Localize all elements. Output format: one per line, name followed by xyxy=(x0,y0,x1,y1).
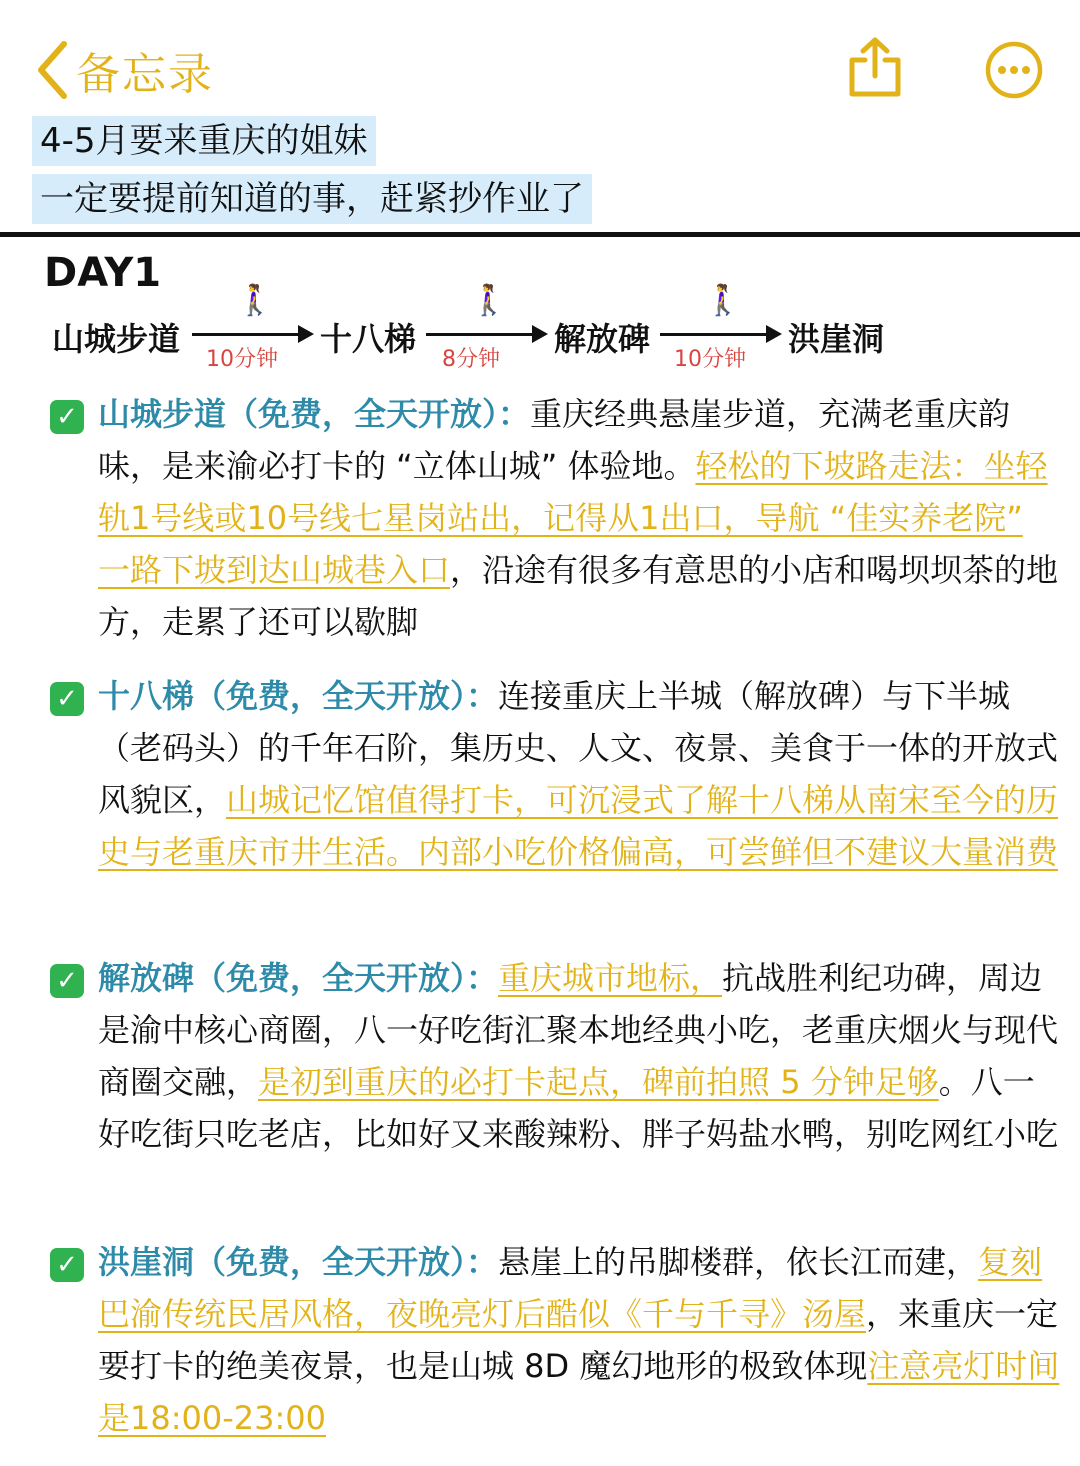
highlight-text: 是初到重庆的必打卡起点，碑前拍照 5 分钟足够 xyxy=(258,1063,939,1101)
walking-person-icon: 🚶‍♀️ xyxy=(704,283,742,318)
section-jiefangbei xyxy=(50,952,1060,1160)
section-text xyxy=(98,670,1060,878)
section-title: 洪崖洞（免费，全天开放）： xyxy=(98,1243,499,1281)
walking-person-icon: 🚶‍♀️ xyxy=(236,283,274,318)
route-stop: 洪崖洞 xyxy=(788,320,885,358)
section-shibati xyxy=(50,670,1060,878)
section-body: ，沿途有很多有意思的小店和喝坝坝茶的地方，走累了还可以歇脚 xyxy=(98,551,1059,641)
route-time: 8分钟 xyxy=(442,347,500,372)
route-arrow xyxy=(192,333,310,336)
route-stop: 解放碑 xyxy=(554,320,651,358)
highlight-text: 山城记忆馆值得打卡，可沉浸式了解十八梯从南宋至今的历史与老重庆市井生活。内部小吃价格偏高，可尝鲜但不建议大量消费 xyxy=(98,781,1059,871)
section-body: 。八一好吃街只吃老店，比如好又来酸辣粉、胖子妈盐水鸭，别吃网红小吃 xyxy=(98,1063,1059,1153)
divider xyxy=(0,232,1080,237)
walking-person-icon: 🚶‍♀️ xyxy=(470,283,508,318)
highlight-text: 重庆城市地标， xyxy=(498,959,723,997)
section-text xyxy=(98,1236,1060,1444)
section-title: 十八梯（免费，全天开放）： xyxy=(98,677,499,715)
section-hongyadong xyxy=(50,1236,1060,1444)
route-stop: 十八梯 xyxy=(320,320,417,358)
chevron-left-icon xyxy=(36,40,68,100)
nav-bar xyxy=(0,0,1080,110)
checkmark-icon: ✓ xyxy=(50,682,84,716)
highlight-text: 复刻巴渝传统民居风格，夜晚亮灯后酷似《千与千寻》汤屋 xyxy=(98,1243,1043,1333)
section-text xyxy=(98,952,1060,1160)
section-body: 重庆经典悬崖步道，充满老重庆韵味，是来渝必打卡的 “立体山城” 体验地。 xyxy=(98,395,1011,485)
checkmark-icon: ✓ xyxy=(50,964,84,998)
route-arrow xyxy=(660,333,778,336)
day-label: DAY1 xyxy=(44,250,162,296)
header-line-2: 一定要提前知道的事，赶紧抄作业了 xyxy=(32,174,592,224)
highlight-text: 注意亮灯时间是18:00-23:00 xyxy=(98,1347,1060,1437)
share-icon[interactable] xyxy=(846,36,904,100)
checkmark-icon: ✓ xyxy=(50,1248,84,1282)
route-stop: 山城步道 xyxy=(52,320,181,358)
more-icon[interactable] xyxy=(984,40,1044,100)
section-body: 连接重庆上半城（解放碑）与下半城（老码头）的千年石阶，集历史、人文、夜景、美食于一体的开放式风貌区， xyxy=(98,677,1059,819)
route-arrow xyxy=(426,333,544,336)
section-body: ，来重庆一定要打卡的绝美夜景，也是山城 8D 魔幻地形的极致体现 xyxy=(98,1295,1059,1385)
section-text xyxy=(98,388,1060,648)
route-time: 10分钟 xyxy=(674,347,746,372)
highlight-text: 轻松的下坡路走法：坐轻轨1号线或10号线七星岗站出，记得从1出口，导航 “佳实养老院” 一路下坡到达山城巷入口 xyxy=(98,447,1048,589)
route-time: 10分钟 xyxy=(206,347,278,372)
section-body: 抗战胜利纪功碑，周边是渝中核心商圈，八一好吃街汇聚本地经典小吃，老重庆烟火与现代商圈交融， xyxy=(98,959,1059,1101)
back-label: 备忘录 xyxy=(76,49,214,100)
route-diagram xyxy=(0,284,1080,374)
header-line-1: 4-5月要来重庆的姐妹 xyxy=(32,116,376,166)
checkmark-icon: ✓ xyxy=(50,400,84,434)
section-body: 悬崖上的吊脚楼群，依长江而建， xyxy=(498,1243,979,1281)
back-button[interactable] xyxy=(36,38,214,102)
section-shancheng-trail xyxy=(50,388,1060,648)
section-title: 解放碑（免费，全天开放）： xyxy=(98,959,499,997)
section-title: 山城步道（免费，全天开放）： xyxy=(98,395,531,433)
